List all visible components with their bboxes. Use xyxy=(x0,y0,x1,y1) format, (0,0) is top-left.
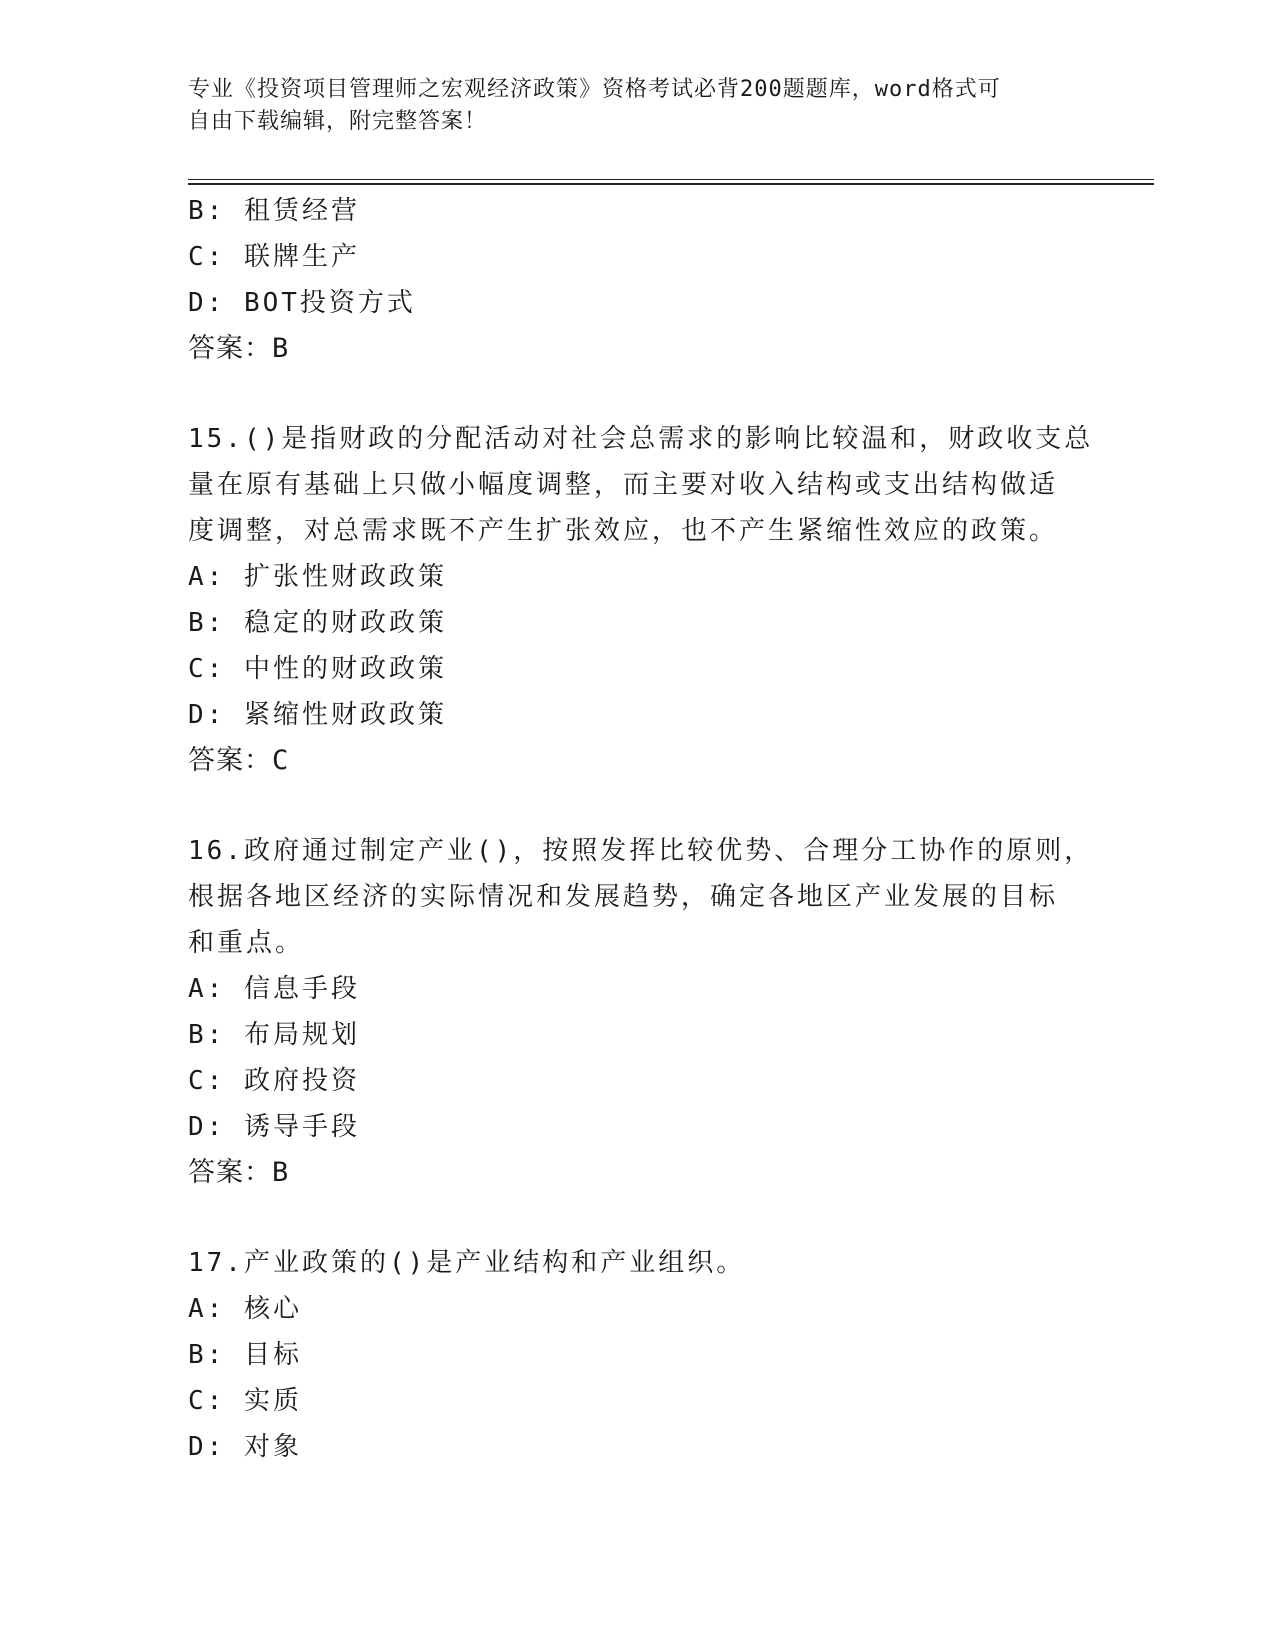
question-text-line: 15.()是指财政的分配活动对社会总需求的影响比较温和，财政收支总 xyxy=(188,424,1094,454)
answer: 答案：B xyxy=(188,333,290,364)
question-text-line: 和重点。 xyxy=(188,928,305,958)
option-b: B: 稳定的财政政策 xyxy=(188,608,447,638)
question-spacer xyxy=(188,784,1088,828)
option-d: D: BOT投资方式 xyxy=(188,288,416,318)
header-title-line-2: 自由下载编辑，附完整答案！ xyxy=(188,109,488,134)
question-text-line: 16.政府通过制定产业()，按照发挥比较优势、合理分工协作的原则， xyxy=(188,836,1094,866)
question-text-line: 根据各地区经济的实际情况和发展趋势，确定各地区产业发展的目标 xyxy=(188,882,1059,912)
question-text-line: 17.产业政策的()是产业结构和产业组织。 xyxy=(188,1248,746,1278)
question-content xyxy=(188,188,1094,1470)
option-d: D: 紧缩性财政政策 xyxy=(188,700,447,730)
question-17 xyxy=(188,1240,1088,1470)
option-b: B: 租赁经营 xyxy=(188,196,360,226)
question-spacer xyxy=(188,372,1088,416)
option-c: C: 联牌生产 xyxy=(188,242,360,272)
option-d: D: 对象 xyxy=(188,1432,302,1462)
header-title-line-1: 专业《投资项目管理师之宏观经济政策》资格考试必背200题题库，word格式可 xyxy=(188,77,1001,102)
question-14 xyxy=(188,188,1088,372)
option-a: A: 扩张性财政政策 xyxy=(188,562,447,592)
question-16 xyxy=(188,828,1094,1196)
option-c: C: 实质 xyxy=(188,1386,302,1416)
option-b: B: 目标 xyxy=(188,1340,302,1370)
question-spacer xyxy=(188,1196,1088,1240)
question-text-line: 量在原有基础上只做小幅度调整，而主要对收入结构或支出结构做适 xyxy=(188,470,1059,500)
answer: 答案：C xyxy=(188,745,290,776)
option-b: B: 布局规划 xyxy=(188,1020,360,1050)
option-c: C: 政府投资 xyxy=(188,1066,360,1096)
option-d: D: 诱导手段 xyxy=(188,1112,360,1142)
option-c: C: 中性的财政政策 xyxy=(188,654,447,684)
question-15 xyxy=(188,416,1094,784)
question-text-line: 度调整，对总需求既不产生扩张效应，也不产生紧缩性效应的政策。 xyxy=(188,516,1059,546)
option-a: A: 核心 xyxy=(188,1294,302,1324)
answer: 答案：B xyxy=(188,1157,290,1188)
header-divider-thin xyxy=(188,179,1154,180)
option-a: A: 信息手段 xyxy=(188,974,360,1004)
header-divider-thick xyxy=(188,183,1154,185)
page-header xyxy=(188,74,1068,138)
